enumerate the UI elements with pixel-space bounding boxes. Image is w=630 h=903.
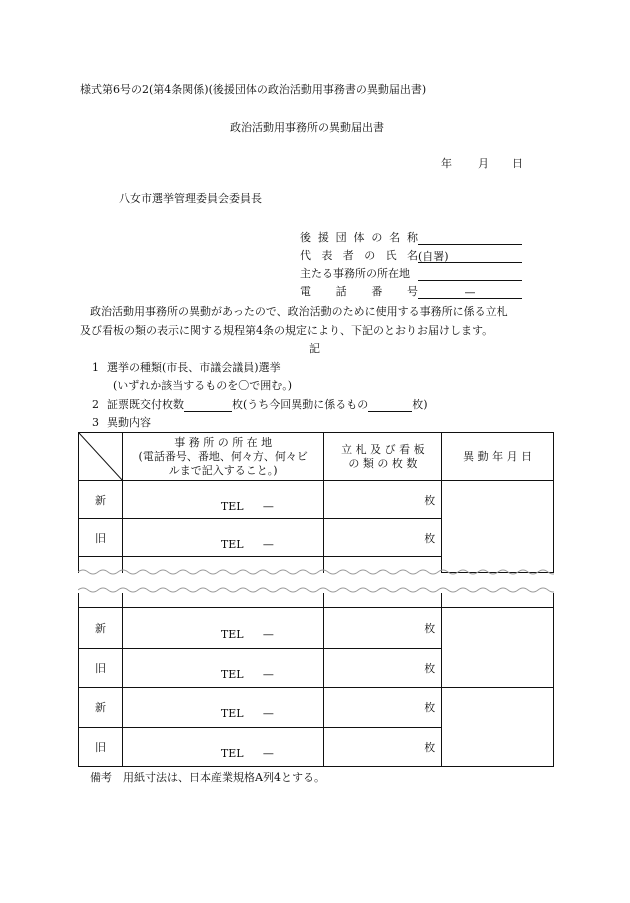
row-location[interactable] [122, 607, 324, 648]
row-location[interactable] [122, 481, 324, 519]
cut-cell [122, 593, 324, 607]
tel-dash: — [262, 499, 274, 513]
tel-dash: — [262, 667, 274, 681]
row-location[interactable] [122, 648, 324, 687]
group-name-label: 後援団体の名称 [300, 231, 418, 244]
row-count[interactable]: 枚 [324, 687, 442, 727]
header-count-1: 立 札 及 び 看 板 [341, 442, 425, 456]
row-date[interactable] [442, 481, 554, 573]
cut-cell [79, 593, 123, 607]
item-2-mid: 枚(うち今回異動に係るもの [232, 398, 369, 411]
tel-dash: — [262, 746, 274, 760]
tel-dash: — [262, 707, 274, 720]
tel-label: TEL [220, 627, 244, 641]
header-location-1: 事 務 所 の 所 在 地 [174, 435, 273, 449]
row-count[interactable]: 枚 [324, 519, 442, 557]
rep-row [300, 249, 522, 263]
issued-count-field[interactable] [184, 399, 232, 412]
rep-label: 代表者の氏名 [300, 249, 418, 262]
address-label: 主たる事務所の所在地 [300, 267, 410, 280]
diagonal-cell [79, 433, 123, 481]
phone-field[interactable] [418, 286, 522, 299]
row-label: 新 [79, 607, 123, 648]
item-1-note: (いずれか該当するものを〇で囲む。) [113, 379, 293, 392]
body-line-1: 政治活動用事務所の異動があったので、政治活動のために使用する事務所に係る立札 [90, 305, 508, 318]
tel-dash: — [262, 627, 274, 641]
change-table-upper [78, 432, 554, 573]
date-month: 月 [478, 157, 489, 170]
group-name-field[interactable] [418, 232, 522, 245]
tel-label: TEL [220, 707, 244, 720]
changed-count-field[interactable] [368, 399, 412, 412]
row-location[interactable] [122, 727, 324, 766]
item-3-num: 3 [92, 416, 99, 429]
row-location[interactable] [122, 687, 324, 727]
item-2-row [107, 398, 428, 412]
form-header: 様式第6号の2(第4条関係)(後援団体の政治活動用事務書の異動届出書) [80, 83, 427, 96]
header-location [122, 433, 324, 481]
item-2-num: 2 [92, 398, 99, 411]
date-year: 年 [441, 157, 452, 170]
tel-label: TEL [220, 499, 244, 513]
item-2-end: 枚) [412, 398, 428, 411]
row-label: 旧 [79, 648, 123, 687]
tel-label: TEL [220, 537, 244, 551]
row-date[interactable] [442, 607, 554, 687]
cut-cell [324, 593, 442, 607]
row-count[interactable]: 枚 [324, 727, 442, 766]
row-label: 旧 [79, 727, 123, 766]
header-location-3: ルまで記入すること。) [168, 463, 278, 477]
row-location[interactable] [122, 519, 324, 557]
tel-label: TEL [220, 746, 244, 760]
cut-cell [442, 593, 554, 607]
header-location-2: (電話番号、番地、何々方、何々ビ [138, 449, 308, 463]
ki-mark: 記 [309, 342, 320, 355]
diagonal-line [79, 433, 123, 481]
group-name-row [300, 231, 522, 245]
row-count[interactable]: 枚 [324, 481, 442, 519]
date-day: 日 [512, 157, 523, 170]
rep-field[interactable] [418, 250, 522, 263]
row-count[interactable]: 枚 [324, 607, 442, 648]
table-break-mark [78, 568, 554, 594]
row-label: 旧 [79, 519, 123, 557]
row-label: 新 [79, 687, 123, 727]
row-label: 新 [79, 481, 123, 519]
phone-dash: — [464, 286, 476, 299]
item-3-text: 異動内容 [107, 416, 151, 429]
address-row [300, 267, 522, 281]
rep-sign: (自署) [418, 250, 449, 263]
header-date: 異 動 年 月 日 [442, 433, 554, 481]
phone-row [300, 285, 522, 299]
address-field[interactable] [418, 268, 522, 281]
phone-label: 電話番号 [300, 285, 418, 298]
remarks-note: 備考 用紙寸法は、日本産業規格A列4とする。 [90, 771, 325, 784]
item-2-label: 証票既交付枚数 [107, 398, 184, 411]
item-1-text: 選挙の種類(市長、市議会議員)選挙 [107, 361, 281, 374]
row-count[interactable]: 枚 [324, 648, 442, 687]
addressee: 八女市選挙管理委員会委員長 [119, 192, 262, 205]
row-date[interactable] [442, 687, 554, 766]
header-count-2: の 類 の 枚 数 [348, 456, 418, 470]
document-title: 政治活動用事務所の異動届出書 [230, 121, 384, 134]
tel-label: TEL [220, 667, 244, 681]
header-count [324, 433, 442, 481]
body-line-2: 及び看板の類の表示に関する規程第4条の規定により、下記のとおりお届けします。 [80, 324, 494, 337]
tel-dash: — [262, 537, 274, 551]
change-table-lower [78, 593, 554, 767]
item-1-num: 1 [92, 361, 99, 374]
